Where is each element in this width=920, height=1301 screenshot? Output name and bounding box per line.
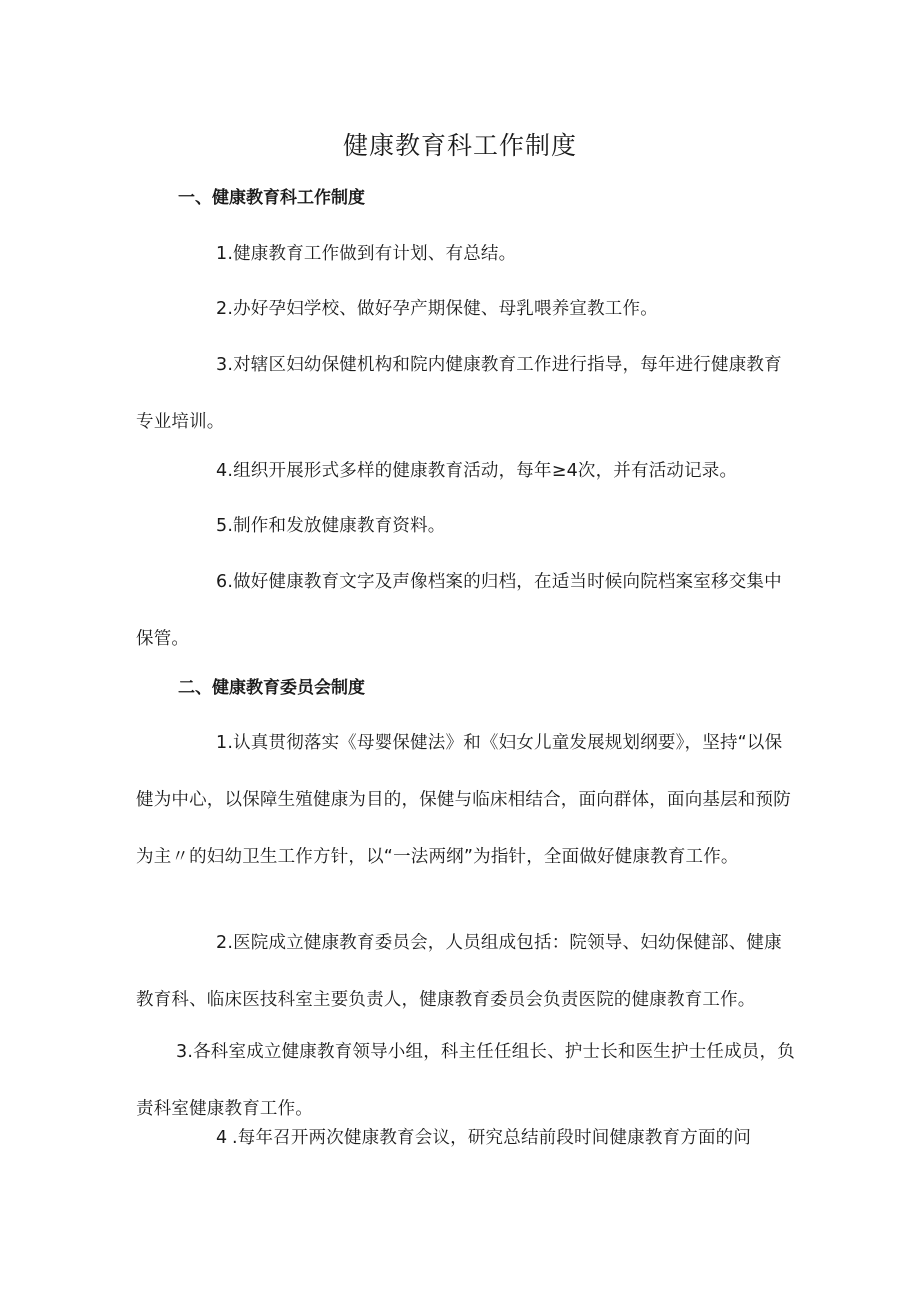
list-item [136,715,796,886]
list-item [136,337,796,451]
item-text: .办好孕妇学校、做好孕产期保健、母乳喂养宣教工作。 [227,299,658,319]
document-title: 健康教育科工作制度 [342,131,577,160]
item-number: 1 [216,244,228,264]
item-number: 6 [216,572,228,592]
item-text: .每年召开两次健康教育会议，研究总结前段时间健康教育方面的问 [232,1128,752,1148]
item-number: 2 [216,933,228,953]
section-heading-1: 一、健康教育科工作制度 [178,188,365,208]
item-number: 4 [216,461,228,481]
item-text: .组织开展形式多样的健康教育活动，每年≥4次，并有活动记录。 [227,461,738,481]
item-text: .做好健康教育文字及声像档案的归档，在适当时候向院档案室移交集中保管。 [136,572,782,649]
item-number: 2 [216,299,228,319]
item-number: 4 [216,1128,228,1148]
list-item [136,554,796,668]
item-text: .医院成立健康教育委员会，人员组成包括：院领导、妇幼保健部、健康教育科、临床医技科室主要负责人，健康教育委员会负责医院的健康教育工作。 [136,933,782,1010]
list-item [136,1110,796,1167]
item-text: .认真贯彻落实《母婴保健法》和《妇女儿童发展规划纲要》，坚持“以保健为中心，以保障生殖健康为目的，保健与临床相结合，面向群体，面向基层和预防为主〃的妇幼卫生工作方针，以“一法两纲”为指针，全面做好健康教育工作。 [136,733,791,867]
list-item [136,226,796,283]
list-item [136,498,796,555]
list-item [136,443,796,500]
item-number: 5 [216,516,228,536]
item-text: .制作和发放健康教育资料。 [227,516,446,536]
item-number: 1 [216,733,228,753]
item-text: 3.各科室成立健康教育领导小组，科主任任组长、护士长和医生护士任成员，负责科室健康教育工作。 [136,1042,795,1119]
item-text: .对辖区妇幼保健机构和院内健康教育工作进行指导，每年进行健康教育专业培训。 [136,355,782,432]
section-heading-2: 二、健康教育委员会制度 [178,678,365,698]
item-number: 3 [216,355,228,375]
item-text: .健康教育工作做到有计划、有总结。 [227,244,517,264]
list-item [136,915,796,1029]
list-item [136,281,796,338]
